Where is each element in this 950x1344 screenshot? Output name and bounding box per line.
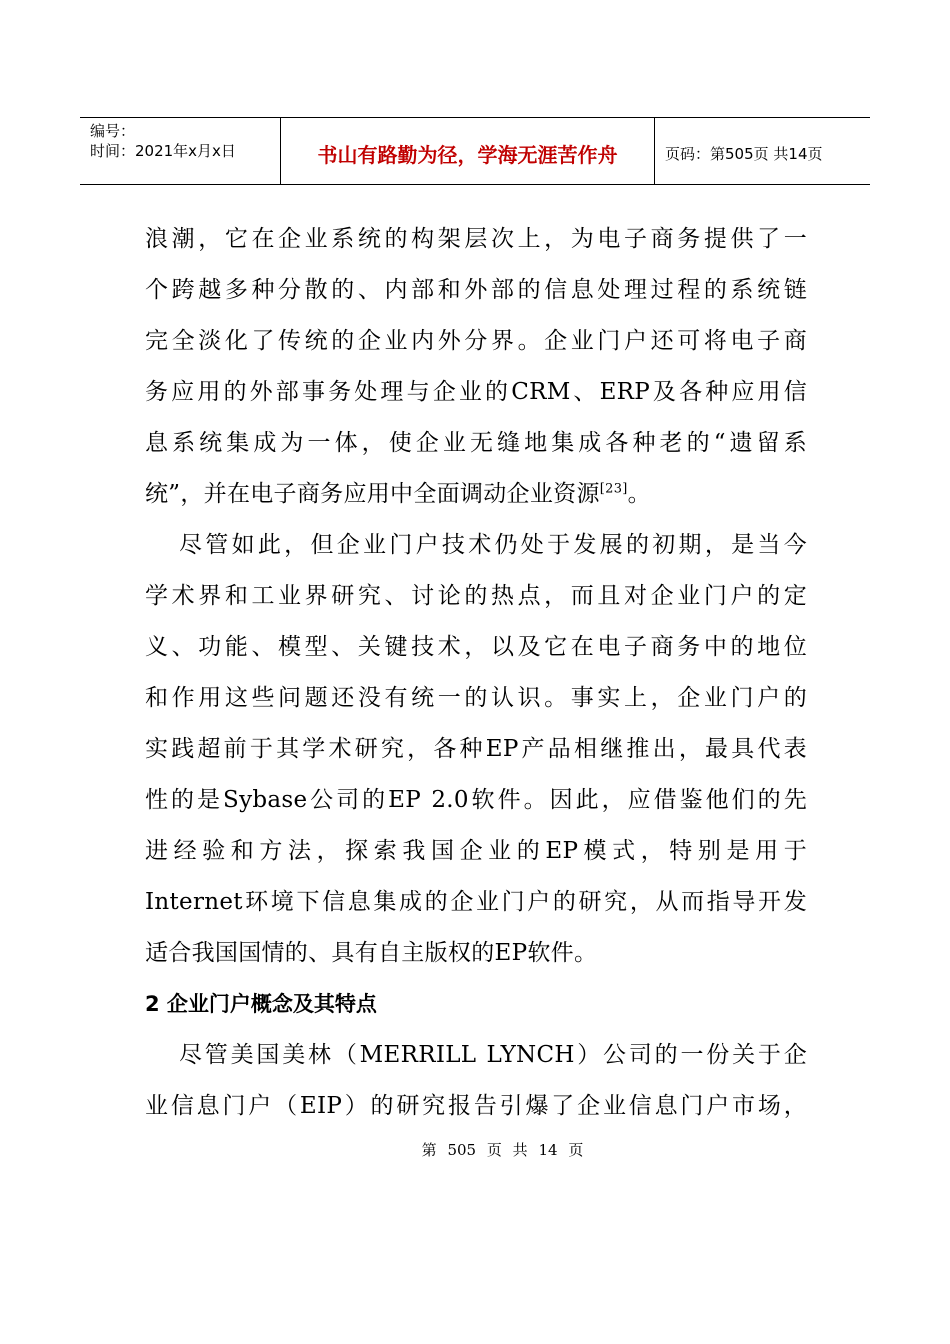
paragraph-start-line: 尽管美国美林（MERRILL LYNCH）公司的一份关于企 bbox=[179, 1042, 807, 1068]
header-meta bbox=[80, 118, 281, 184]
body-line: 和作用这些问题还没有统一的认识。事实上，企业门户的 bbox=[145, 685, 807, 711]
body-line: 实践超前于其学术研究，各种EP产品相继推出，最具代表 bbox=[145, 736, 807, 762]
footer-total-pages: 14 bbox=[538, 1141, 558, 1159]
number-label: 编号： bbox=[90, 122, 136, 140]
body-line-with-citation bbox=[145, 469, 807, 520]
footer-gong: 共 bbox=[512, 1141, 528, 1159]
body-line: 个跨越多种分散的、内部和外部的信息处理过程的系统链 bbox=[145, 277, 807, 303]
footer-page-number: 505 bbox=[447, 1141, 477, 1159]
body-text-end: 。 bbox=[627, 481, 651, 507]
body-line: 进经验和方法，探索我国企业的EP模式，特别是用于 bbox=[145, 838, 807, 864]
body-line: 浪潮，它在企业系统的构架层次上，为电子商务提供了一 bbox=[145, 226, 807, 252]
page-footer bbox=[0, 1139, 950, 1160]
body-line: 完全淡化了传统的企业内外分界。企业门户还可将电子商 bbox=[145, 328, 807, 354]
footer-ye: 页 bbox=[486, 1141, 502, 1159]
footer-ye2: 页 bbox=[568, 1141, 584, 1159]
header-motto: 书山有路勤为径，学海无涯苦作舟 bbox=[281, 118, 655, 184]
header-page-info: 页码：第505页 共14页 bbox=[665, 144, 823, 163]
paragraph-start-line: 尽管如此，但企业门户技术仍处于发展的初期，是当今 bbox=[179, 532, 807, 558]
body-line: 适合我国国情的、具有自主版权的EP软件。 bbox=[145, 940, 598, 966]
body-line: 息系统集成为一体，使企业无缝地集成各种老的“遗留系 bbox=[145, 430, 807, 456]
body-line: 业信息门户（EIP）的研究报告引爆了企业信息门户市场， bbox=[145, 1093, 807, 1119]
document-body bbox=[145, 214, 807, 1132]
footer-di: 第 bbox=[421, 1141, 437, 1159]
body-text: 统”，并在电子商务应用中全面调动企业资源 bbox=[145, 481, 600, 507]
body-line: 学术界和工业界研究、讨论的热点，而且对企业门户的定 bbox=[145, 583, 807, 609]
section-heading: 2 企业门户概念及其特点 bbox=[145, 992, 377, 1016]
body-line: Internet环境下信息集成的企业门户的研究，从而指导开发 bbox=[145, 889, 807, 915]
citation-ref: [23] bbox=[599, 481, 628, 497]
time-label: 时间：2021年x月x日 bbox=[90, 142, 236, 160]
body-line: 性的是Sybase公司的EP 2.0软件。因此，应借鉴他们的先 bbox=[145, 787, 807, 813]
body-line: 务应用的外部事务处理与企业的CRM、ERP及各种应用信 bbox=[145, 379, 807, 405]
body-line: 义、功能、模型、关键技术，以及它在电子商务中的地位 bbox=[145, 634, 807, 660]
page-header bbox=[80, 117, 870, 185]
